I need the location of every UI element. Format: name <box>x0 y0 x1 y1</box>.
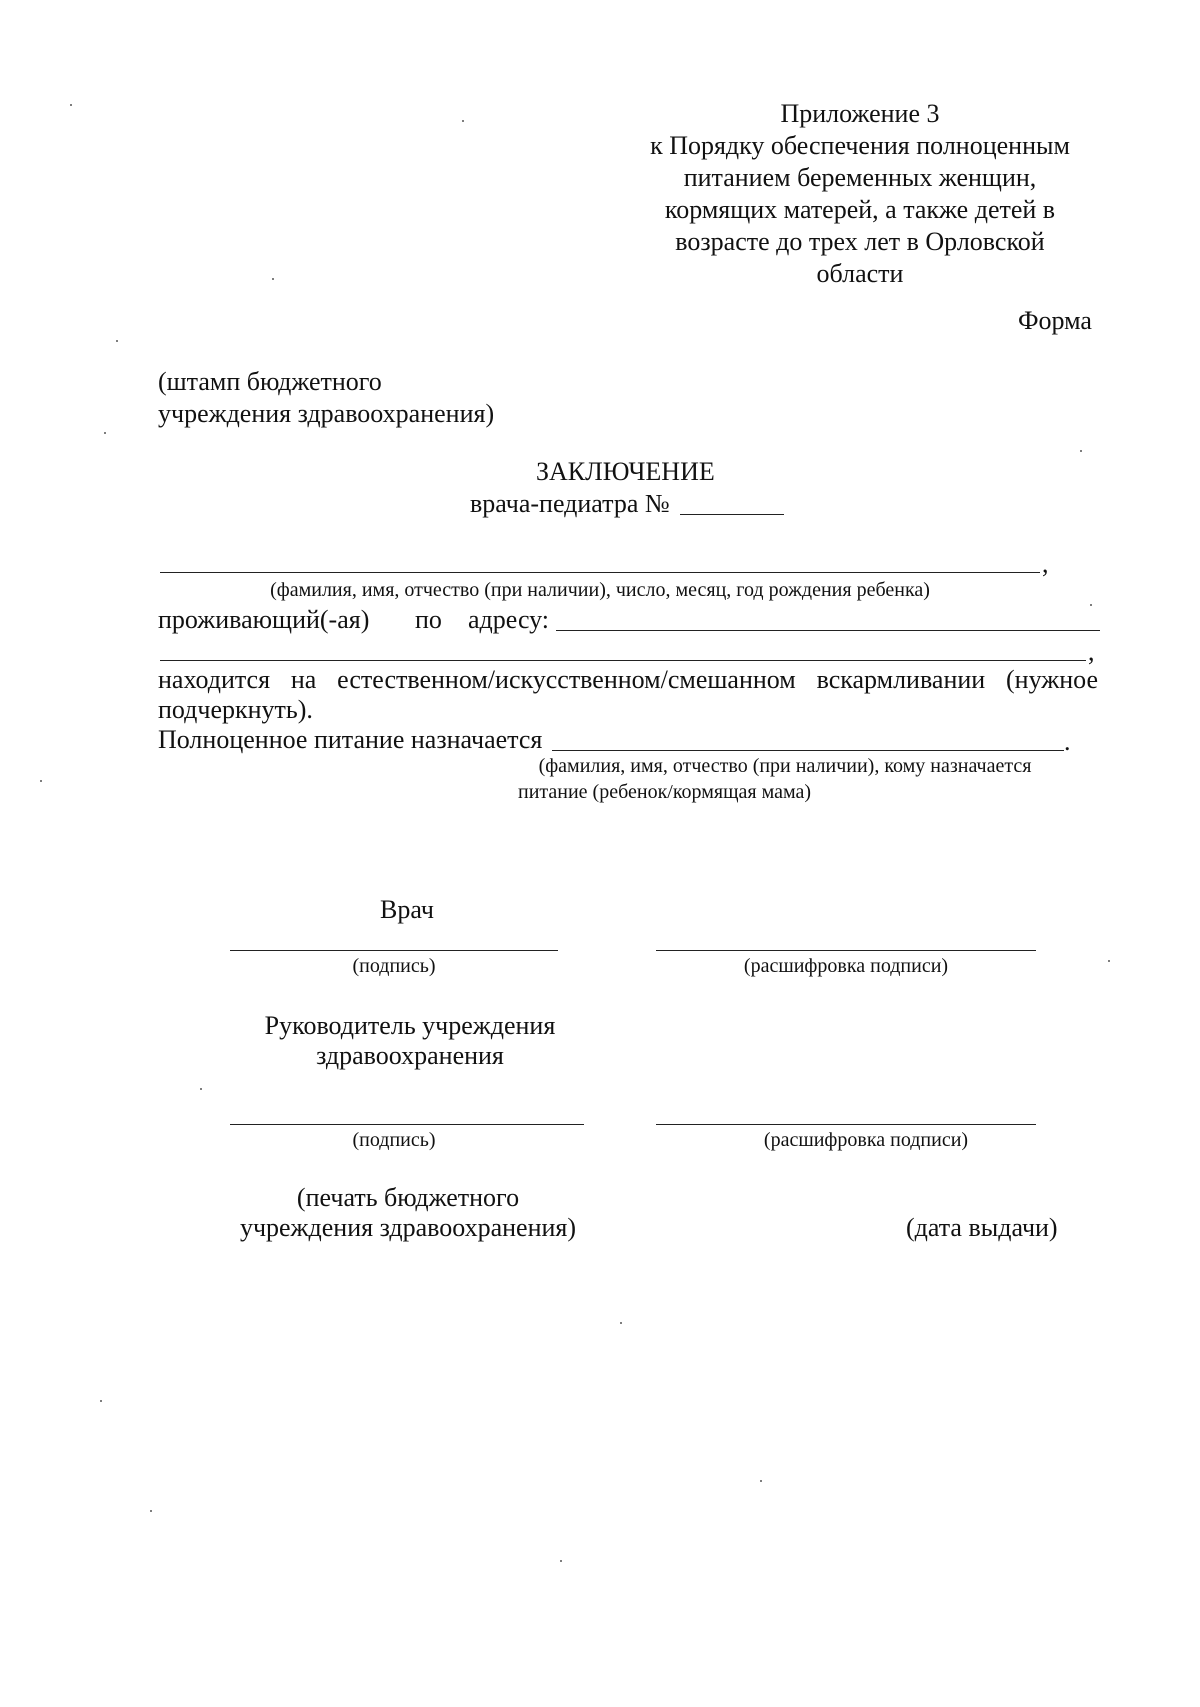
address-field-continuation[interactable] <box>160 660 1086 661</box>
scan-speck <box>462 120 464 122</box>
doctor-signature-caption: (подпись) <box>352 955 436 977</box>
doctor-number-field[interactable] <box>680 514 784 515</box>
stamp-line-1: (штамп бюджетного <box>158 367 382 396</box>
doctor-signature-field[interactable] <box>230 950 558 951</box>
scan-speck <box>1090 604 1092 606</box>
scan-speck <box>560 1560 562 1562</box>
seal-line-2: учреждения здравоохранения) <box>239 1213 577 1242</box>
nutrition-period: . <box>1064 727 1071 756</box>
address-comma: , <box>1088 637 1095 666</box>
nutrition-label: Полноценное питание назначается <box>158 725 543 754</box>
child-info-comma: , <box>1042 549 1049 578</box>
annex-line-5: области <box>816 259 904 288</box>
head-signature-field[interactable] <box>230 1124 584 1125</box>
child-info-field[interactable] <box>160 572 1040 573</box>
residing-word-2: по <box>415 605 442 634</box>
scan-speck <box>40 780 42 782</box>
form-label: Форма <box>1018 306 1092 335</box>
residing-word-3: адресу: <box>468 605 550 634</box>
nutrition-caption-1: (фамилия, имя, отчество (при наличии), кому назначается <box>538 755 1032 777</box>
issue-date-caption: (дата выдачи) <box>906 1213 1058 1242</box>
scan-speck <box>104 432 106 434</box>
document-subtitle: врача-педиатра № <box>470 489 670 518</box>
feeding-line-2: подчеркнуть). <box>158 695 313 724</box>
scan-speck <box>100 1400 102 1402</box>
doctor-label: Врач <box>380 895 434 924</box>
head-name-decoding-field[interactable] <box>656 1124 1036 1125</box>
head-decoding-caption: (расшифровка подписи) <box>763 1129 969 1151</box>
address-field[interactable] <box>556 630 1100 631</box>
scan-speck <box>760 1480 762 1482</box>
annex-line-4: возрасте до трех лет в Орловской <box>675 227 1045 256</box>
scan-speck <box>620 1322 622 1324</box>
scan-speck <box>200 1088 202 1090</box>
scan-speck <box>1108 960 1110 962</box>
scan-speck <box>116 340 118 342</box>
doctor-name-decoding-field[interactable] <box>656 950 1036 951</box>
scan-speck <box>150 1510 152 1512</box>
stamp-line-2: учреждения здравоохранения) <box>158 399 495 428</box>
nutrition-caption-2: питание (ребенок/кормящая мама) <box>518 781 812 803</box>
residing-word-1: проживающий(-ая) <box>158 605 370 634</box>
document-title: ЗАКЛЮЧЕНИЕ <box>536 457 715 486</box>
annex-header <box>620 98 1100 290</box>
doctor-decoding-caption: (расшифровка подписи) <box>743 955 949 977</box>
feeding-line-1: находится на естественном/искусственном/смешанном вскармливании (нужное <box>158 665 1098 694</box>
scan-speck <box>272 278 274 280</box>
annex-line-1: к Порядку обеспечения полноценным <box>650 131 1070 160</box>
head-label-2: здравоохранения <box>316 1041 504 1070</box>
scan-speck <box>1080 450 1082 452</box>
annex-title: Приложение 3 <box>780 99 940 128</box>
annex-line-2: питанием беременных женщин, <box>683 163 1037 192</box>
scan-speck <box>70 104 72 106</box>
head-label-1: Руководитель учреждения <box>264 1011 556 1040</box>
annex-line-3: кормящих матерей, а также детей в <box>664 195 1056 224</box>
nutrition-recipient-field[interactable] <box>552 750 1064 751</box>
child-info-caption: (фамилия, имя, отчество (при наличии), число, месяц, год рождения ребенка) <box>270 579 930 601</box>
seal-line-1: (печать бюджетного <box>296 1183 520 1212</box>
head-signature-caption: (подпись) <box>352 1129 436 1151</box>
